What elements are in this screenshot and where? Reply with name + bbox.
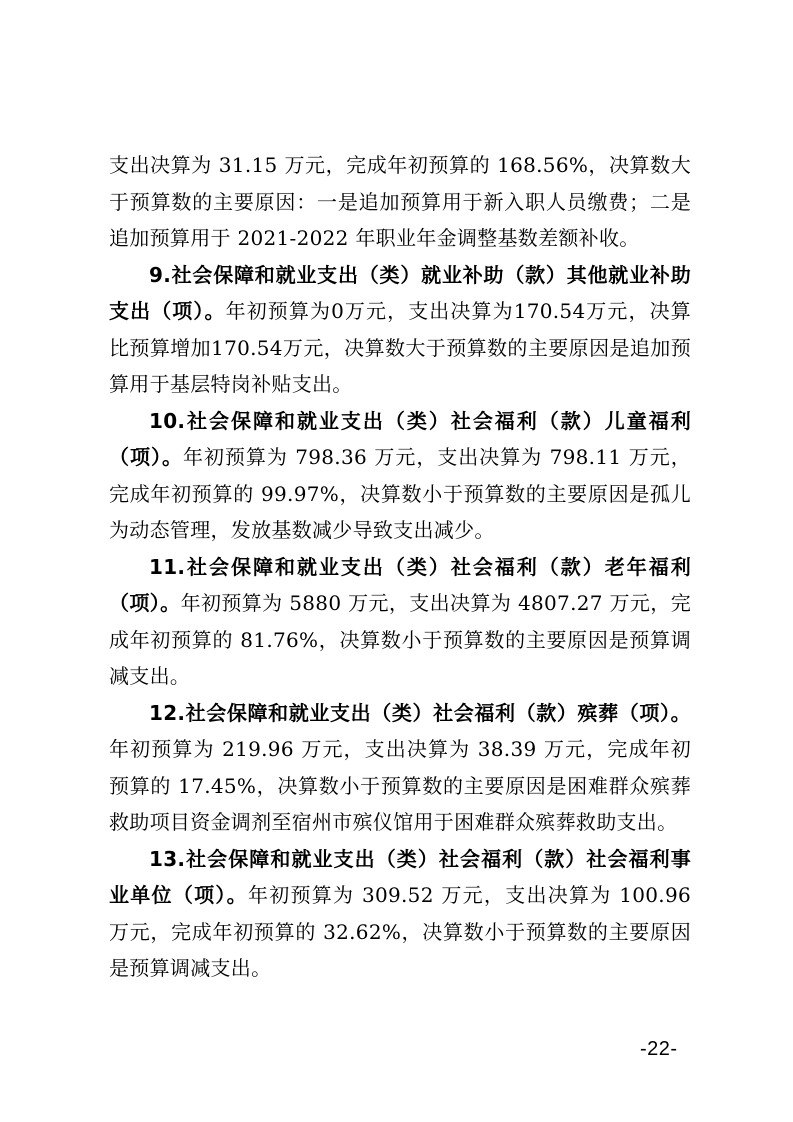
paragraph-text: 年初预算为0万元，支出决算为170.54万元，决算比预算增加170.54万元，决算数大于预算数的主要原因是追加预算用于基层特岗补贴支出。 [109,299,691,396]
paragraph-item-12 [109,695,691,841]
paragraph-text: 年初预算为 219.96 万元，支出决算为 38.39 万元，完成年初预算的 17.45%，决算数小于预算数的主要原因是困难群众殡葬救助项目资金调剂至宿州市殡仪馆用于困难群众殡葬救助支出。 [109,737,691,834]
paragraph-text: 年初预算为 5880 万元，支出决算为 4807.27 万元，完成年初预算的 81.76%，决算数小于预算数的主要原因是预算调减支出。 [109,591,691,688]
item-heading: 13.社会保障和就业支出（类）社会福利（款）社会福利事业单位（项）。 [109,846,691,907]
page-number: -22- [640,1038,678,1060]
paragraph-item-10 [109,403,691,549]
paragraph-text: 年初预算为 309.52 万元，支出决算为 100.96 万元，完成年初预算的 32.62%，决算数小于预算数的主要原因是预算调减支出。 [109,883,691,980]
item-heading: 10.社会保障和就业支出（类）社会福利（款）儿童福利（项）。 [109,408,691,469]
paragraph-continuation [109,147,691,257]
document-body [109,147,691,987]
paragraph-item-13 [109,841,691,987]
item-heading: 9.社会保障和就业支出（类）就业补助（款）其他就业补助支出（项）。 [109,262,691,323]
paragraph-text: 支出决算为 31.15 万元，完成年初预算的 168.56%，决算数大于预算数的主要原因：一是追加预算用于新入职人员缴费；二是追加预算用于 2021-2022 年职业年金调整基数差额补收。 [109,153,691,250]
item-heading: 12.社会保障和就业支出（类）社会福利（款）殡葬（项）。 [149,700,691,725]
item-heading: 11.社会保障和就业支出（类）社会福利（款）老年福利（项）。 [109,554,691,615]
paragraph-item-11 [109,549,691,695]
paragraph-item-9 [109,257,691,403]
paragraph-text: 年初预算为 798.36 万元，支出决算为 798.11 万元，完成年初预算的 99.97%，决算数小于预算数的主要原因是孤儿为动态管理，发放基数减少导致支出减少。 [109,445,691,542]
